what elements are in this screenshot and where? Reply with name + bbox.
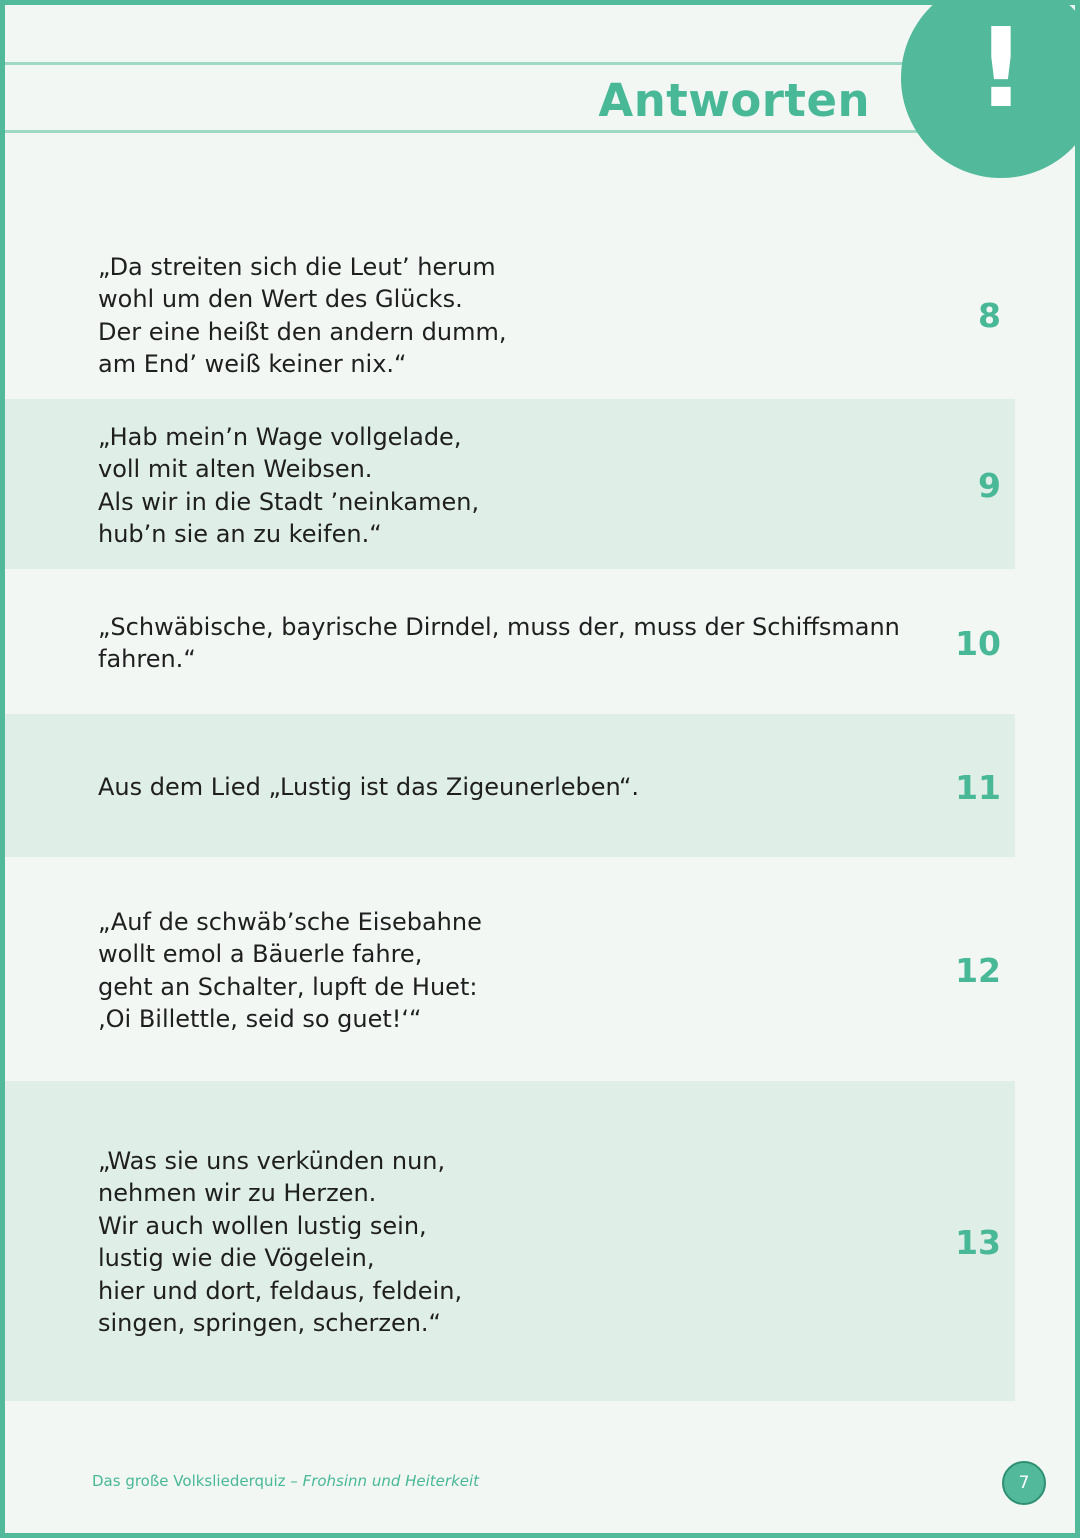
answer-line: Aus dem Lied „Lustig ist das Zigeunerleben“. — [98, 773, 640, 801]
answer-text — [98, 611, 900, 676]
answer-line: singen, springen, scherzen.“ — [98, 1309, 441, 1338]
answer-line: „Schwäbische, bayrische Dirndel, muss der, muss der Schiffsmann — [98, 613, 900, 641]
answer-line: am End’ weiß keiner nix.“ — [98, 350, 407, 379]
page-number: 7 — [1002, 1461, 1046, 1505]
footer-book-title: Das große Volksliederquiz – — [92, 1472, 303, 1490]
answer-text — [98, 1145, 858, 1339]
answer-row-10 — [5, 569, 1015, 714]
answer-text — [98, 906, 858, 1036]
answer-line: „Hab mein’n Wage vollgelade, — [98, 423, 462, 451]
answer-number: 9 — [978, 466, 1001, 505]
answer-line: hub’n sie an zu keifen.“ — [98, 520, 382, 549]
title-rule-top — [5, 62, 945, 65]
answer-line: Wir auch wollen lustig sein, — [98, 1211, 427, 1240]
answer-text — [98, 771, 858, 803]
answer-number: 8 — [978, 296, 1001, 335]
answer-row-12 — [5, 857, 1015, 1081]
answer-line: Als wir in die Stadt ’neinkamen, — [98, 487, 480, 516]
answer-line: hier und dort, feldaus, feldein, — [98, 1276, 463, 1305]
answer-number: 11 — [955, 768, 1001, 807]
answer-row-9 — [5, 399, 1015, 569]
page-title: Antworten — [598, 74, 870, 127]
answer-number: 13 — [955, 1223, 1001, 1262]
answer-line: ‚Oi Billettle, seid so guet!‘“ — [98, 1005, 422, 1034]
answer-line: Der eine heißt den andern dumm, — [98, 317, 507, 346]
answer-line: „Auf de schwäb’sche Eisebahne — [98, 908, 482, 936]
answer-text — [98, 251, 858, 381]
answer-line: wohl um den Wert des Glücks. — [98, 285, 463, 314]
answer-number: 12 — [955, 951, 1001, 990]
answer-line: wollt emol a Bäuerle fahre, — [98, 940, 423, 969]
answer-row-11 — [5, 714, 1015, 857]
title-rule-bottom — [5, 130, 945, 133]
answer-line: lustig wie die Vögelein, — [98, 1244, 375, 1273]
answer-line: fahren.“ — [98, 645, 196, 674]
answer-row-13 — [5, 1081, 1015, 1401]
answer-line: nehmen wir zu Herzen. — [98, 1179, 377, 1208]
answer-line: „Da streiten sich die Leut’ herum — [98, 253, 496, 281]
exclamation-badge — [901, 0, 1080, 178]
answer-row-8 — [5, 230, 1015, 398]
exclamation-icon: ! — [975, 4, 1027, 132]
footer — [92, 1472, 479, 1490]
answer-line: „Was sie uns verkünden nun, — [98, 1147, 446, 1175]
answer-text — [98, 421, 858, 551]
answer-line: voll mit alten Weibsen. — [98, 455, 373, 484]
footer-subtitle: Frohsinn und Heiterkeit — [302, 1472, 480, 1490]
answer-line: geht an Schalter, lupft de Huet: — [98, 972, 478, 1001]
answer-number: 10 — [955, 624, 1001, 663]
